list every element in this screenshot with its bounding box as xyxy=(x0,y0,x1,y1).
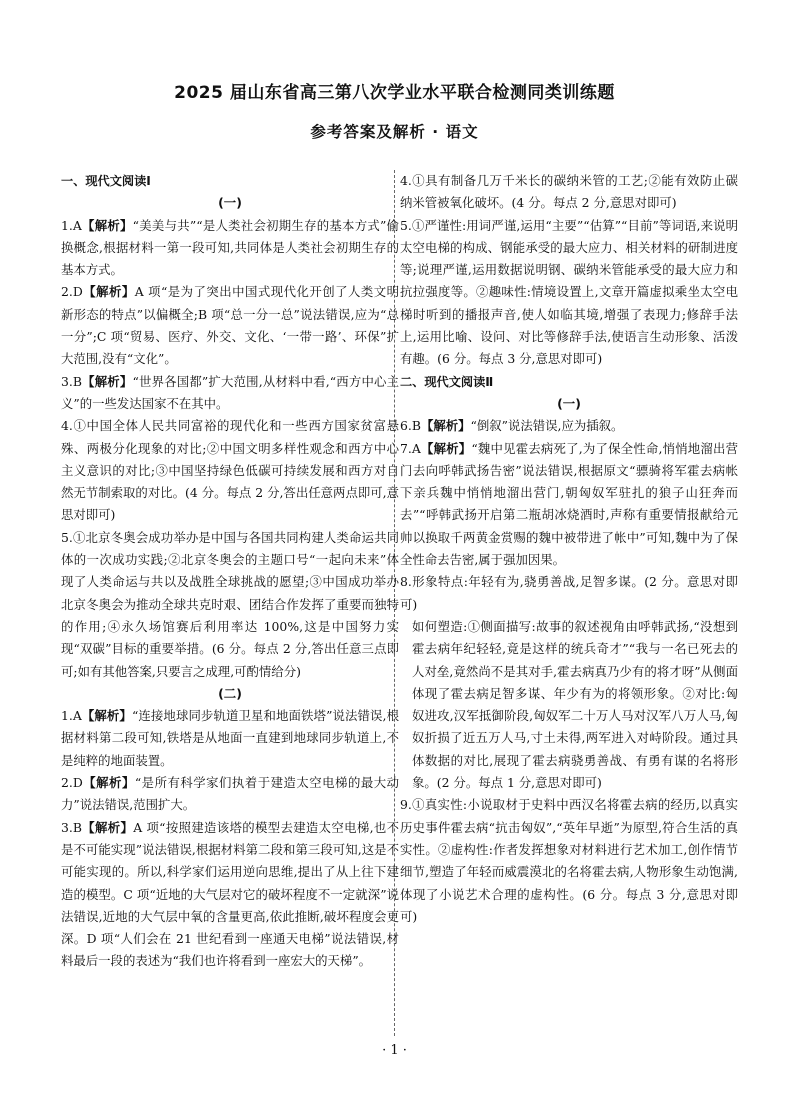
answer-item xyxy=(61,817,399,973)
answer-text: ①真实性:小说取材于史料中西汉名将霍去病的经历,以真实历史事件霍去病“抗击匈奴”,“英年早逝”为原型,符合生活的真实性。②虚构性:作者发挥想象对材料进行艺术加工,创作情节细节,塑造了年轻而威震漠北的名将霍去病,人物形象生动饱满,体现了小说艺术合理的虚构性。(6 分。每点 3 分,意思对即可) xyxy=(400,797,738,924)
answer-number: 9. xyxy=(400,797,412,813)
section-heading: 一、现代文阅读Ⅰ xyxy=(61,174,151,188)
right-column xyxy=(400,170,738,928)
answer-number: 3.B xyxy=(61,819,82,835)
answer-text: 形象特点:年轻有为,骁勇善战,足智多谋。(2 分。意思对即可) xyxy=(400,574,738,612)
answer-number: 1.A xyxy=(61,217,82,233)
document-title: 2025 届山东省高三第八次学业水平联合检测同类训练题 xyxy=(174,83,615,103)
left-column xyxy=(61,170,399,973)
answer-number: 1.A xyxy=(61,708,82,724)
answer-text: ①北京冬奥会成功举办是中国与各国共同构建人类命运共同体的一次成功实践;②北京冬奥会的主题口号“一起向未来”体现了人类命运与共以及战胜全球挑战的愿望;③中国成功举办北京冬奥会为推动全球共克时艰、团结合作发挥了重要而独特的作用;④永久场馆赛后利用率达 100%,这是中国努力实现“双碳”目标的重要举措。(6 分。每点 2 分,答出任意三点即可;如有其他答案,只要言之成理,可酌情给分) xyxy=(61,529,399,679)
part-heading: (二) xyxy=(218,685,242,701)
answer-item xyxy=(61,281,399,370)
page-number: · 1 · xyxy=(382,1043,407,1058)
answer-text: “魏中见霍去病死了,为了保全性命,悄悄地溜出营门去向呼韩武扬告密”说法错误,根据原文“骠骑将军霍去病帐下亲兵魏中悄悄地溜出营门,朝匈奴军驻扎的狼子山狂奔而去”“呼韩武扬开启第二瓶胡冰烧酒时,声称有重要情报献给元帅以换取千两黄金赏赐的魏中被带进了帐中”可知,魏中为了保全性命去告密,属于强加因果。 xyxy=(400,440,738,568)
answer-continuation: 如何塑造:①侧面描写:故事的叙述视角由呼韩武扬,“没想到霍去病年纪轻轻,竟是这样的统兵奇才”“我与一名已死去的人对垒,竟然尚不是其对手,霍去病真乃少有的将才呀”从侧面体现了霍去病足智多谋、年少有为的将领形象。②对比:匈奴进攻,汉军抵御阶段,匈奴军二十万人马对汉军八万人马,匈奴折损了近五万人马,寸土未得,两军进入对峙阶段。通过具体数据的对比,展现了霍去病骁勇善战、有勇有谋的名将形象。(2 分。每点 1 分,意思对即可) xyxy=(412,618,738,791)
answer-item xyxy=(400,170,738,215)
analysis-tag: 【解析】 xyxy=(82,775,135,791)
answer-text: ①具有制备几万千米长的碳纳米管的工艺;②能有效防止碳纳米管被氧化破坏。(4 分。每点 2 分,意思对即可) xyxy=(400,173,738,211)
analysis-tag: 【解析】 xyxy=(81,708,132,724)
answer-number: 2.D xyxy=(61,284,83,300)
answer-number: 2.D xyxy=(61,775,83,791)
answer-number: 4. xyxy=(61,418,73,434)
analysis-tag: 【解析】 xyxy=(81,819,134,835)
section-heading: 二、现代文阅读Ⅱ xyxy=(400,374,494,389)
answer-text: “连接地球同步轨道卫星和地面铁塔”说法错误,根据材料第二段可知,铁塔是从地面一直建到地球同步轨道上,不是纯粹的地面装置。 xyxy=(61,708,400,768)
analysis-tag: 【解析】 xyxy=(82,284,135,300)
answer-item xyxy=(61,705,399,772)
answer-item xyxy=(61,215,399,282)
answer-text: “是所有科学家们执着于建造太空电梯的最大动力”说法错误,范围扩大。 xyxy=(61,775,400,813)
answer-item xyxy=(61,415,399,526)
answer-text: A 项“是为了突出中国式现代化开创了人类文明新形态的特点”以偏概全;B 项“总一分一总”说法错误,应为“总一分”;C 项“贸易、医疗、外交、文化、‘一带一路’、环保”扩大范围,没有“文化”。 xyxy=(61,284,399,367)
part-heading: (一) xyxy=(218,195,242,211)
answer-text: “倒叙”说法错误,应为插叙。 xyxy=(470,418,624,434)
answer-item xyxy=(61,772,399,817)
answer-text: ①中国全体人民共同富裕的现代化和一些西方国家贫富悬殊、两极分化现象的对比;②中国文明多样性观念和西方中心主义意识的对比;③中国坚持绿色低碳可持续发展和西方对自然无节制索取的对比。(4 分。每点 2 分,答出任意两点即可,意思对即可) xyxy=(61,418,399,523)
answer-item xyxy=(400,571,738,616)
answer-number: 8. xyxy=(400,574,412,590)
answer-item xyxy=(61,527,399,683)
answer-number: 5. xyxy=(61,529,73,545)
analysis-tag: 【解析】 xyxy=(81,217,133,233)
answer-number: 7.A xyxy=(400,440,421,456)
analysis-tag: 【解析】 xyxy=(420,440,472,456)
answer-item xyxy=(400,415,738,437)
answer-text: “美美与共”“是人类社会初期生存的基本方式”偷换概念,根据材料一第一段可知,共同体是人类社会初期生存的基本方式。 xyxy=(61,217,399,278)
analysis-tag: 【解析】 xyxy=(81,373,133,389)
part-heading: (一) xyxy=(557,395,581,411)
analysis-tag: 【解析】 xyxy=(420,418,471,434)
answer-item xyxy=(400,794,738,928)
document-subtitle: 参考答案及解析 · 语文 xyxy=(310,123,479,141)
answer-text: ①严谨性:用词严谨,运用“主要”“估算”“目前”等词语,来说明太空电梯的构成、钢能承受的最大应力、相关材料的研制进度等;说理严谨,运用数据说明钢、碳纳米管能承受的最大应力和抗拉强度等。②趣味性:情境设置上,文章开篇虚拟乘坐太空电梯时听到的播报声音,使人如临其境,增强了表现力;修辞手法上,运用比喻、设问、对比等修辞手法,使语言生动形象、活泼有趣。(6 分。每点 3 分,意思对即可) xyxy=(400,217,738,367)
answer-text: A 项“按照建造该塔的模型去建造太空电梯,也不是不可能实现”说法错误,根据材料第二段和第三段可知,这是不可能实现的。所以,科学家们运用逆向思维,提出了从上往下建造的模型。C 项“近地的大气层对它的破坏程度不一定就深”说法错误,近地的大气层中氧的含量更高,依此推断,破坏程度会更深。D 项“人们会在 21 世纪看到一座通天电梯”说法错误,材料最后一段的表述为“我们也许将看到一座宏大的天梯”。 xyxy=(61,819,399,969)
answer-number: 3.B xyxy=(61,373,82,389)
answer-text: “世界各国都”扩大范围,从材料中看,“西方中心主义”的一些发达国家不在其中。 xyxy=(61,373,399,411)
answer-number: 6.B xyxy=(400,418,421,434)
answer-item xyxy=(400,215,738,371)
answer-number: 4. xyxy=(400,173,412,188)
answer-item xyxy=(400,438,738,572)
answer-item xyxy=(61,371,399,416)
answer-number: 5. xyxy=(400,217,412,233)
